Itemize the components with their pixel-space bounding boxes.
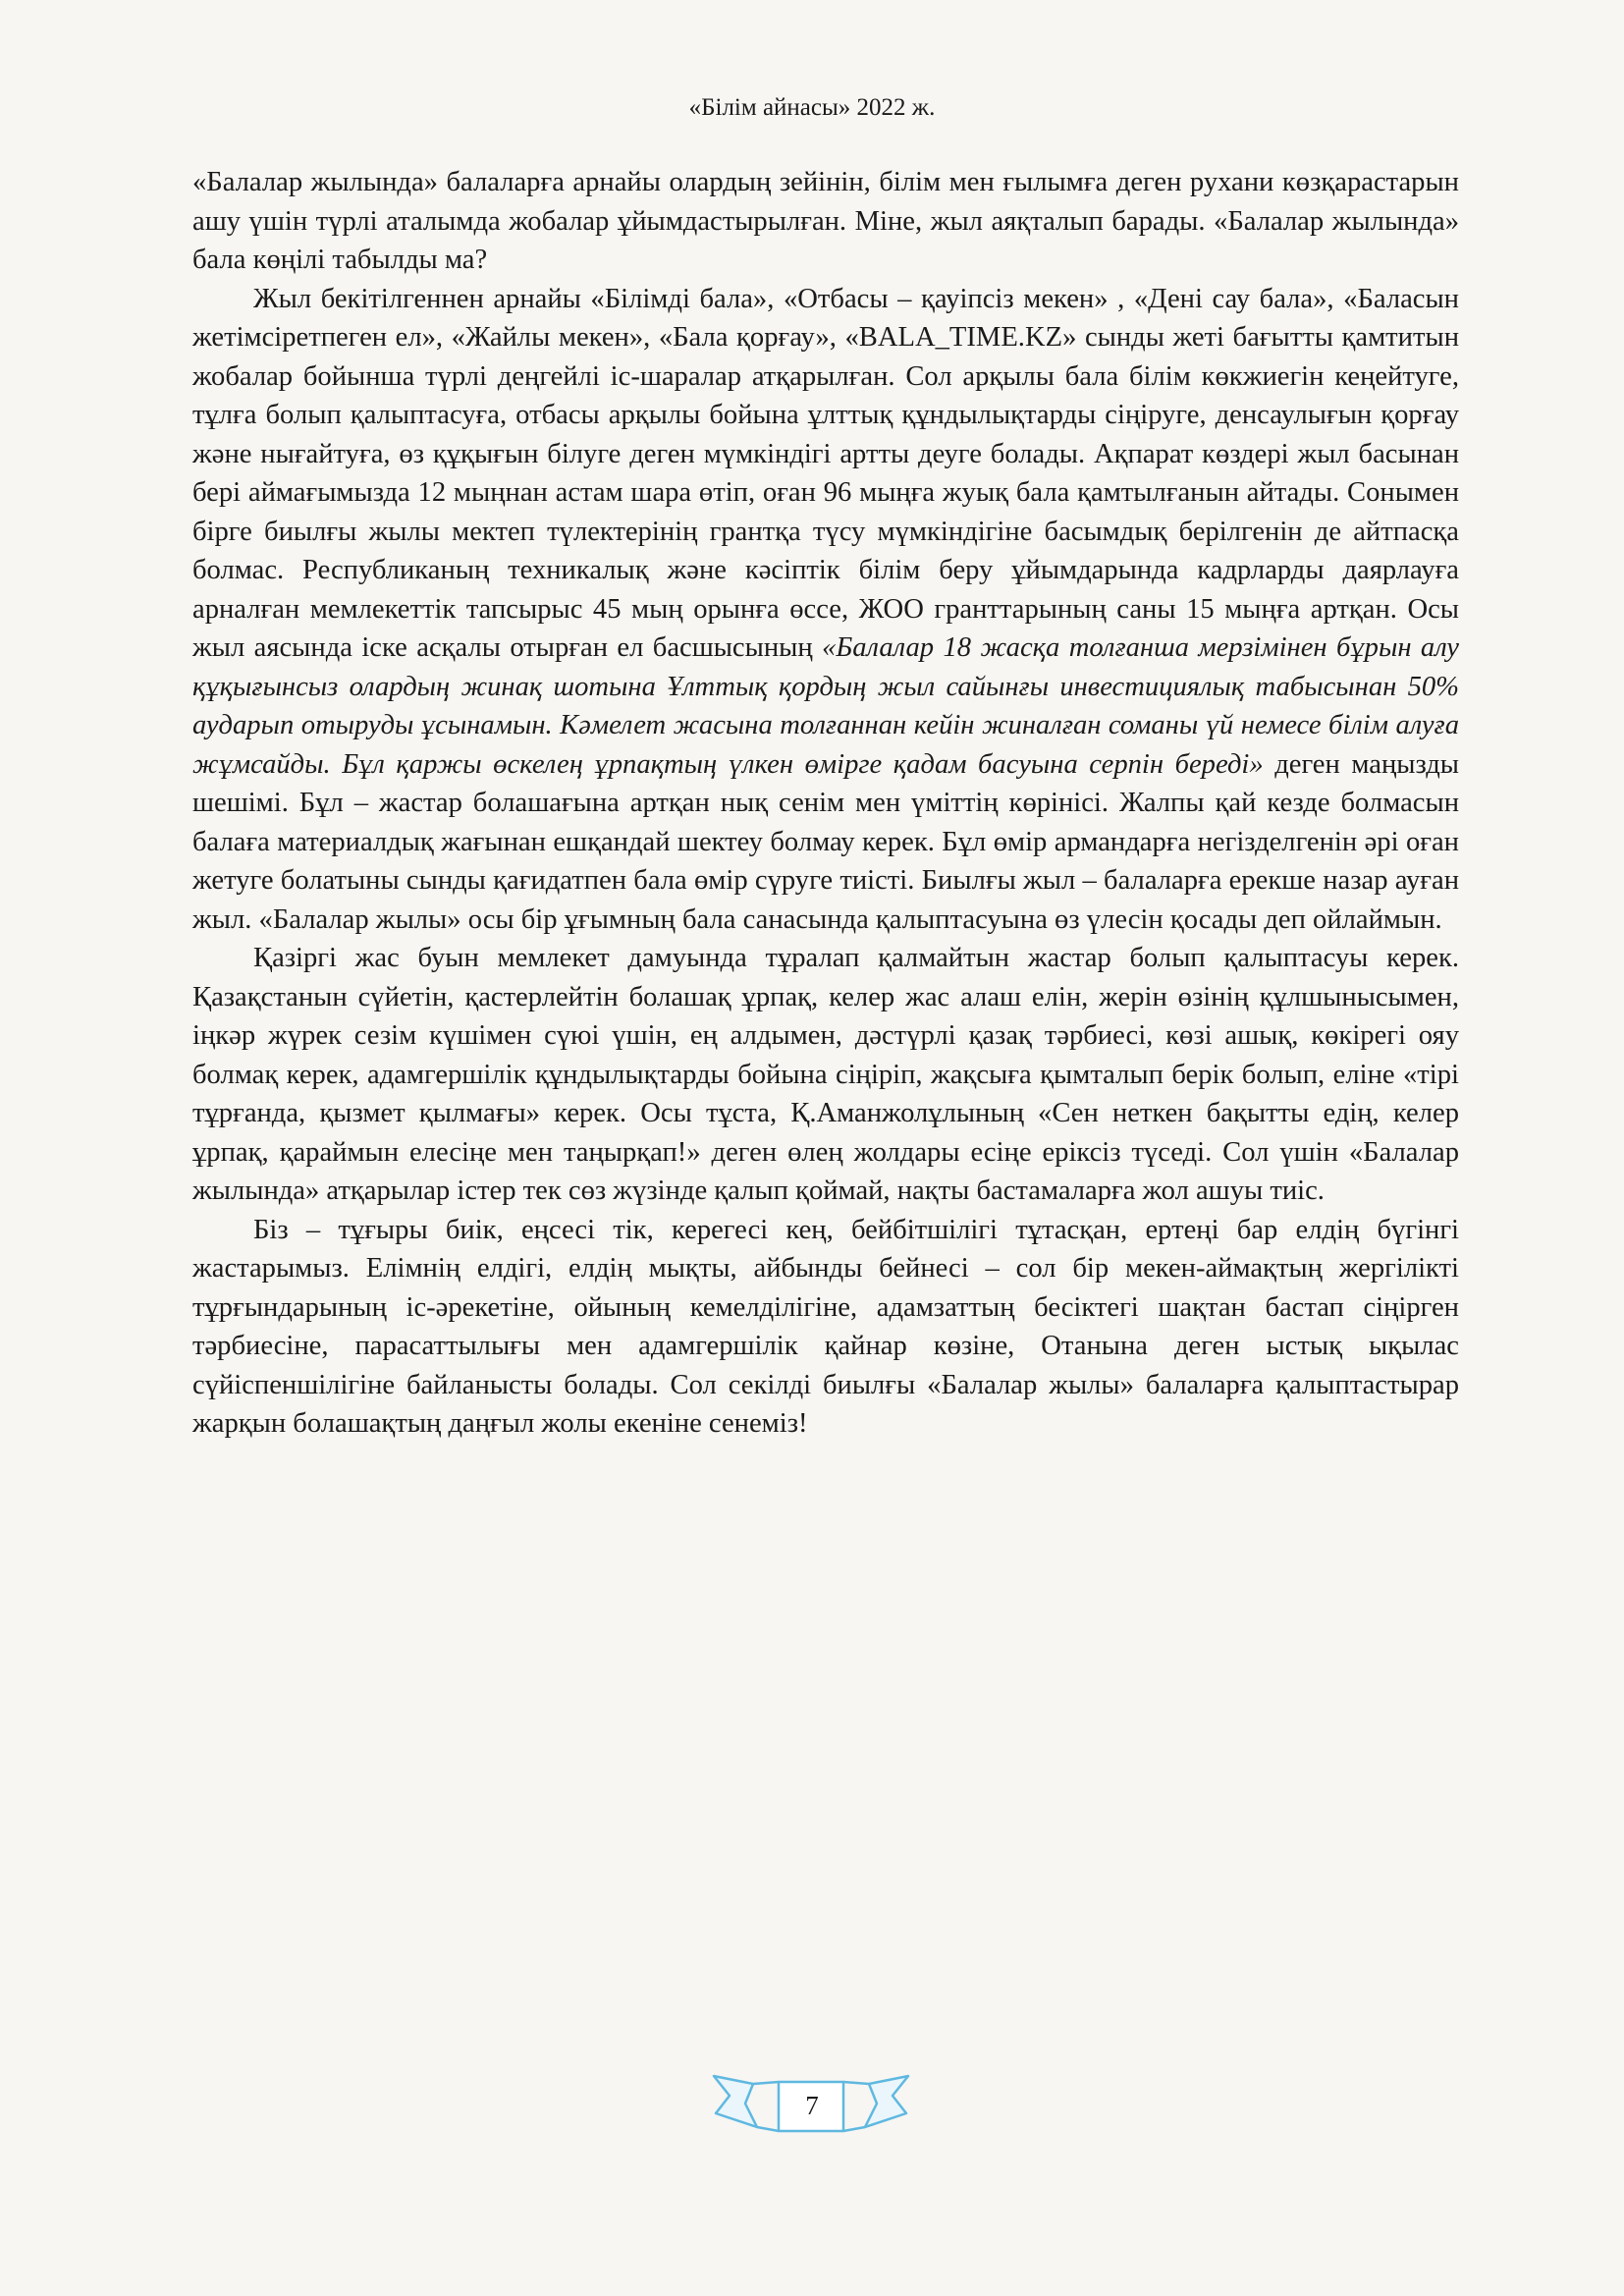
paragraph-2-end: деген маңызды шешімі. Бұл – жастар болашағына артқан нық сенім мен үміттің көрінісі. Жалпы қай кезде болмасын балаға материалдық жағынан ешқандай шектеу болмау керек. Бұл өмір армандарға негізделгенін әрі оған жетуге болатыны сынды қағидатпен бала өмір сүруге тиісті. Биылғы жыл – балаларға ерекше назар ауған жыл. «Балалар жылы» осы бір ұғымның бала санасында қалыптасуына өз үлесін қосады деп ойлаймын. [192,748,1459,935]
paragraph-4: Біз – тұғыры биік, еңсесі тік, керегесі кең, бейбітшілігі тұтасқан, ертеңі бар елдің бүгінгі жастарымыз. Елімнің елдігі, елдің мықты, айбынды бейнесі – сол бір мекен-аймақтың жергілікті тұрғындарының іс-әрекетіне, ойының кемелділігіне, адамзаттың бесіктегі шақтан бастап сіңірген тәрбиесіне, парасаттылығы мен адамгершілік қайнар көзіне, Отанына деген ыстық ықылас сүйіспеншілігіне байланысты болады. Сол секілді биылғы «Балалар жылы» балаларға қалыптастырар жарқын болашақтың даңғыл жолы екеніне сенеміз! [192,1214,1459,1439]
paragraph-3: Қазіргі жас буын мемлекет дамуында тұралап қалмайтын жастар болып қалыптасуы керек. Қазақстанын сүйетін, қастерлейтін болашақ ұрпақ, келер жас алаш елін, жерін өзінің құлшынысымен, іңкәр жүрек сезім күшімен сүюі үшін, ең алдымен, дәстүрлі қазақ тәрбиесі, көзі ашық, көкірегі ояу болмақ керек, адамгершілік құндылықтарды бойына сіңіріп, жақсыға қымталып берік болып, еліне «тірі тұрғанда, қызмет қылмағы» керек. Осы тұста, Қ.Аманжолұлының «Сен неткен бақытты едің, келер ұрпақ, қараймын елесіңе мен таңырқап!» деген өлең жолдары есіңе еріксіз түседі. Сол үшін «Балалар жылында» атқарылар істер тек сөз жүзінде қалып қоймай, нақты бастамаларға жол ашуы тиіс. [192,943,1459,1206]
page-header: «Білім айнасы» 2022 ж. [688,94,936,121]
paragraph-1: «Балалар жылында» балаларға арнайы олардың зейінін, білім мен ғылымға деген рухани көзқарастарын ашу үшін түрлі аталымда жобалар ұйымдастырылған. Міне, жыл аяқталып барады. «Балалар жылында» бала көңілі табылды ма? [192,167,1459,275]
paragraph-2-text: Жыл бекітілгеннен арнайы «Білімді бала», «Отбасы – қауіпсіз мекен» , «Дені сау бала», «Баласын жетімсіретпеген ел», «Жайлы мекен», «Бала қорғау», «BALA_TIME.KZ» сынды жеті бағытты қамтитын жобалар бойынша түрлі деңгейлі іс-шаралар атқарылған. Сол арқылы бала білім көкжиегін кеңейтуге, тұлға болып қалыптасуға, отбасы арқылы бойына ұлттық құндылықтарды сіңіруге, денсаулығын қорғау және нығайтуға, өз құқығын білуге деген мүмкіндігі артты деуге болады. Ақпарат көздері жыл басынан бері аймағымызда 12 мыңнан астам шара өтіп, оған 96 мыңға жуық бала қамтылғанын айтады. Сонымен бірге биылғы жылы мектеп түлектерінің грантқа түсу мүмкіндігіне басымдық берілгенін де айтпасқа болмас. Республиканың техникалық және кәсіптік білім беру ұйымдарында кадрларды даярлауға арналған мемлекеттік тапсырыс 45 мың орынға өссе, ЖОО гранттарының саны 15 мыңға артқан. Осы жыл аясында іске асқалы отырған ел басшысының [192,283,1459,663]
article-body [192,163,1459,1444]
paragraph-2 [192,280,1459,940]
page-number: 7 [805,2091,819,2120]
president-quote: «Балалар 18 жасқа толғанша мерзімінен бұрын алу құқығынсыз олардың жинақ шотына Ұлттық қордың жыл сайынғы инвестициялық табысынан 50% аударып отыруды ұсынамын. Кәмелет жасына толғаннан кейін жиналған соманы үй немесе білім алуға жұмсайды. Бұл қаржы өскелең ұрпақтың үлкен өмірге қадам басуына серпін береді» [192,632,1459,780]
